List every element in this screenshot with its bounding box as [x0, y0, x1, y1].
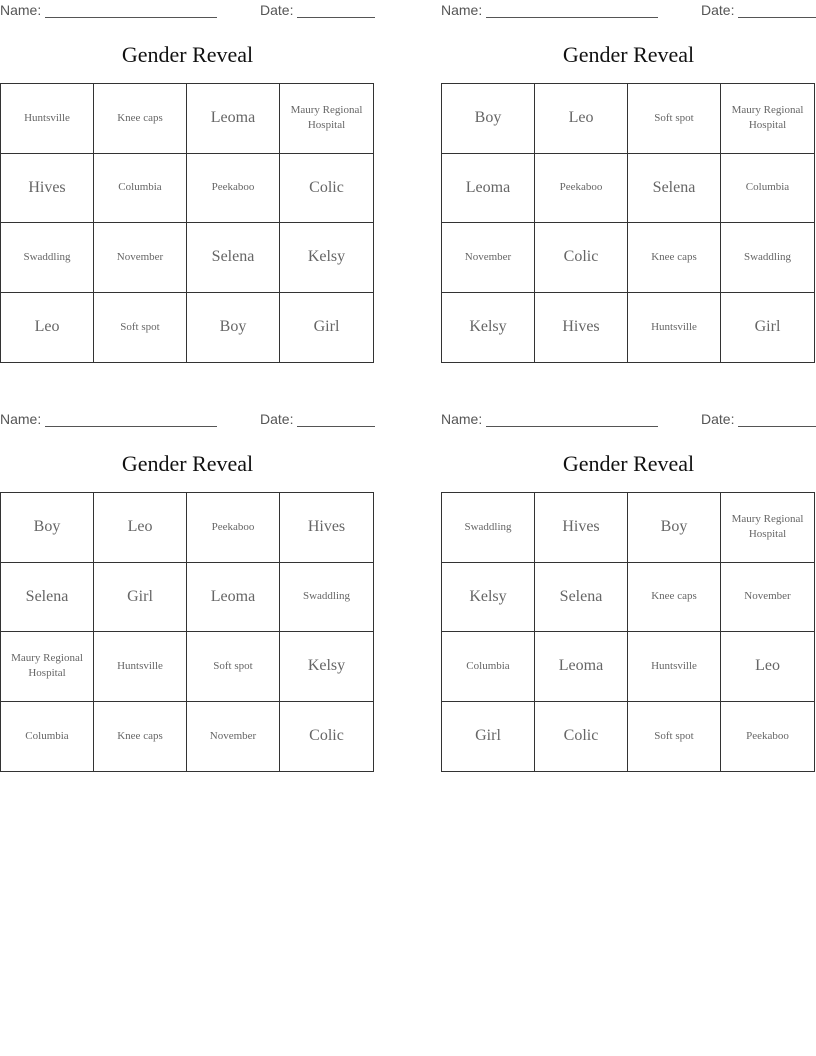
bingo-cell: Soft spot [94, 293, 187, 363]
card-title: Gender Reveal [121, 42, 254, 67]
date-label: Date: [701, 411, 735, 427]
name-blank-line [45, 426, 217, 427]
date-blank-line [738, 17, 816, 18]
bingo-card-2 [441, 0, 816, 336]
bingo-cell: Peekaboo [746, 729, 789, 742]
bingo-cell: Columbia [94, 154, 187, 224]
bingo-cell: Girl [313, 318, 340, 336]
bingo-card-1 [0, 0, 375, 336]
bingo-card-3 [0, 409, 375, 745]
bingo-cell: Selena [628, 154, 721, 224]
bingo-cell: Leo [1, 293, 94, 363]
bingo-cell: Colic [535, 702, 628, 772]
bingo-cell: Colic [309, 727, 344, 745]
bingo-cell: Selena [1, 563, 94, 633]
name-blank-line [486, 426, 658, 427]
name-label: Name: [441, 2, 483, 18]
bingo-cell: Knee caps [628, 223, 721, 293]
card-header [0, 409, 375, 429]
date-label: Date: [260, 411, 294, 427]
date-blank-line [297, 17, 375, 18]
bingo-cell: Columbia [442, 632, 535, 702]
bingo-cell: November [721, 563, 814, 633]
bingo-cell: Leo [94, 493, 187, 563]
card-title: Gender Reveal [562, 42, 695, 67]
bingo-cell: Maury Regional Hospital [721, 493, 814, 563]
card-header [0, 0, 375, 20]
bingo-cell: November [94, 223, 187, 293]
bingo-cell: Maury Regional Hospital [280, 84, 373, 154]
bingo-cell: Leoma [442, 154, 535, 224]
bingo-cell: Girl [94, 563, 187, 633]
bingo-cell: Maury Regional Hospital [721, 84, 814, 154]
name-label: Name: [0, 2, 42, 18]
bingo-card-4 [441, 409, 816, 745]
bingo-cell: Leoma [535, 632, 628, 702]
bingo-cell: Boy [1, 493, 94, 563]
card-title: Gender Reveal [562, 451, 695, 476]
date-label: Date: [701, 2, 735, 18]
date-label: Date: [260, 2, 294, 18]
bingo-cell: Boy [187, 293, 280, 363]
bingo-cell: Swaddling [1, 223, 94, 293]
bingo-cell: Knee caps [94, 84, 187, 154]
bingo-cell: Huntsville [1, 84, 94, 154]
bingo-cell: Boy [442, 84, 535, 154]
bingo-cell: Peekaboo [187, 493, 280, 563]
date-blank-line [738, 426, 816, 427]
bingo-cell: Leo [535, 84, 628, 154]
bingo-cell: Leoma [187, 84, 280, 154]
bingo-cell: Hives [535, 493, 628, 563]
bingo-cell: Hives [535, 293, 628, 363]
bingo-cell: Knee caps [628, 563, 721, 633]
bingo-cell: Knee caps [94, 702, 187, 772]
bingo-cell: Soft spot [628, 84, 721, 154]
bingo-cell: Swaddling [280, 563, 373, 633]
bingo-cell: Boy [628, 493, 721, 563]
bingo-cell: Swaddling [442, 493, 535, 563]
bingo-cell: Kelsy [280, 223, 373, 293]
bingo-cell: Huntsville [628, 632, 721, 702]
bingo-cell: Kelsy [280, 632, 373, 702]
bingo-cell: Huntsville [94, 632, 187, 702]
bingo-grid [0, 83, 374, 363]
bingo-cell: Huntsville [628, 293, 721, 363]
card-header [441, 0, 816, 20]
bingo-cell: Maury Regional Hospital [1, 632, 94, 702]
bingo-cell: Peekaboo [535, 154, 628, 224]
bingo-cell: Peekaboo [187, 154, 280, 224]
bingo-cell: Swaddling [721, 223, 814, 293]
bingo-cell: Girl [442, 702, 535, 772]
name-label: Name: [0, 411, 42, 427]
card-header [441, 409, 816, 429]
bingo-cell: Girl [754, 318, 781, 336]
bingo-cell: Hives [280, 493, 373, 563]
bingo-cell: Hives [1, 154, 94, 224]
bingo-cell: Selena [187, 223, 280, 293]
bingo-cell: Columbia [1, 702, 94, 772]
bingo-cell: Selena [535, 563, 628, 633]
name-blank-line [486, 17, 658, 18]
bingo-cell: Colic [535, 223, 628, 293]
bingo-grid [441, 83, 815, 363]
card-title: Gender Reveal [121, 451, 254, 476]
bingo-cell: Kelsy [442, 563, 535, 633]
name-label: Name: [441, 411, 483, 427]
bingo-cell: Leo [721, 632, 814, 702]
bingo-cell: Kelsy [442, 293, 535, 363]
bingo-cell: Columbia [721, 154, 814, 224]
date-blank-line [297, 426, 375, 427]
bingo-cell: November [442, 223, 535, 293]
bingo-grid [0, 492, 374, 772]
bingo-cell: November [187, 702, 280, 772]
bingo-cell: Leoma [187, 563, 280, 633]
name-blank-line [45, 17, 217, 18]
bingo-cell: Soft spot [628, 702, 721, 772]
bingo-grid [441, 492, 815, 772]
bingo-cell: Soft spot [187, 632, 280, 702]
bingo-cell: Colic [280, 154, 373, 224]
